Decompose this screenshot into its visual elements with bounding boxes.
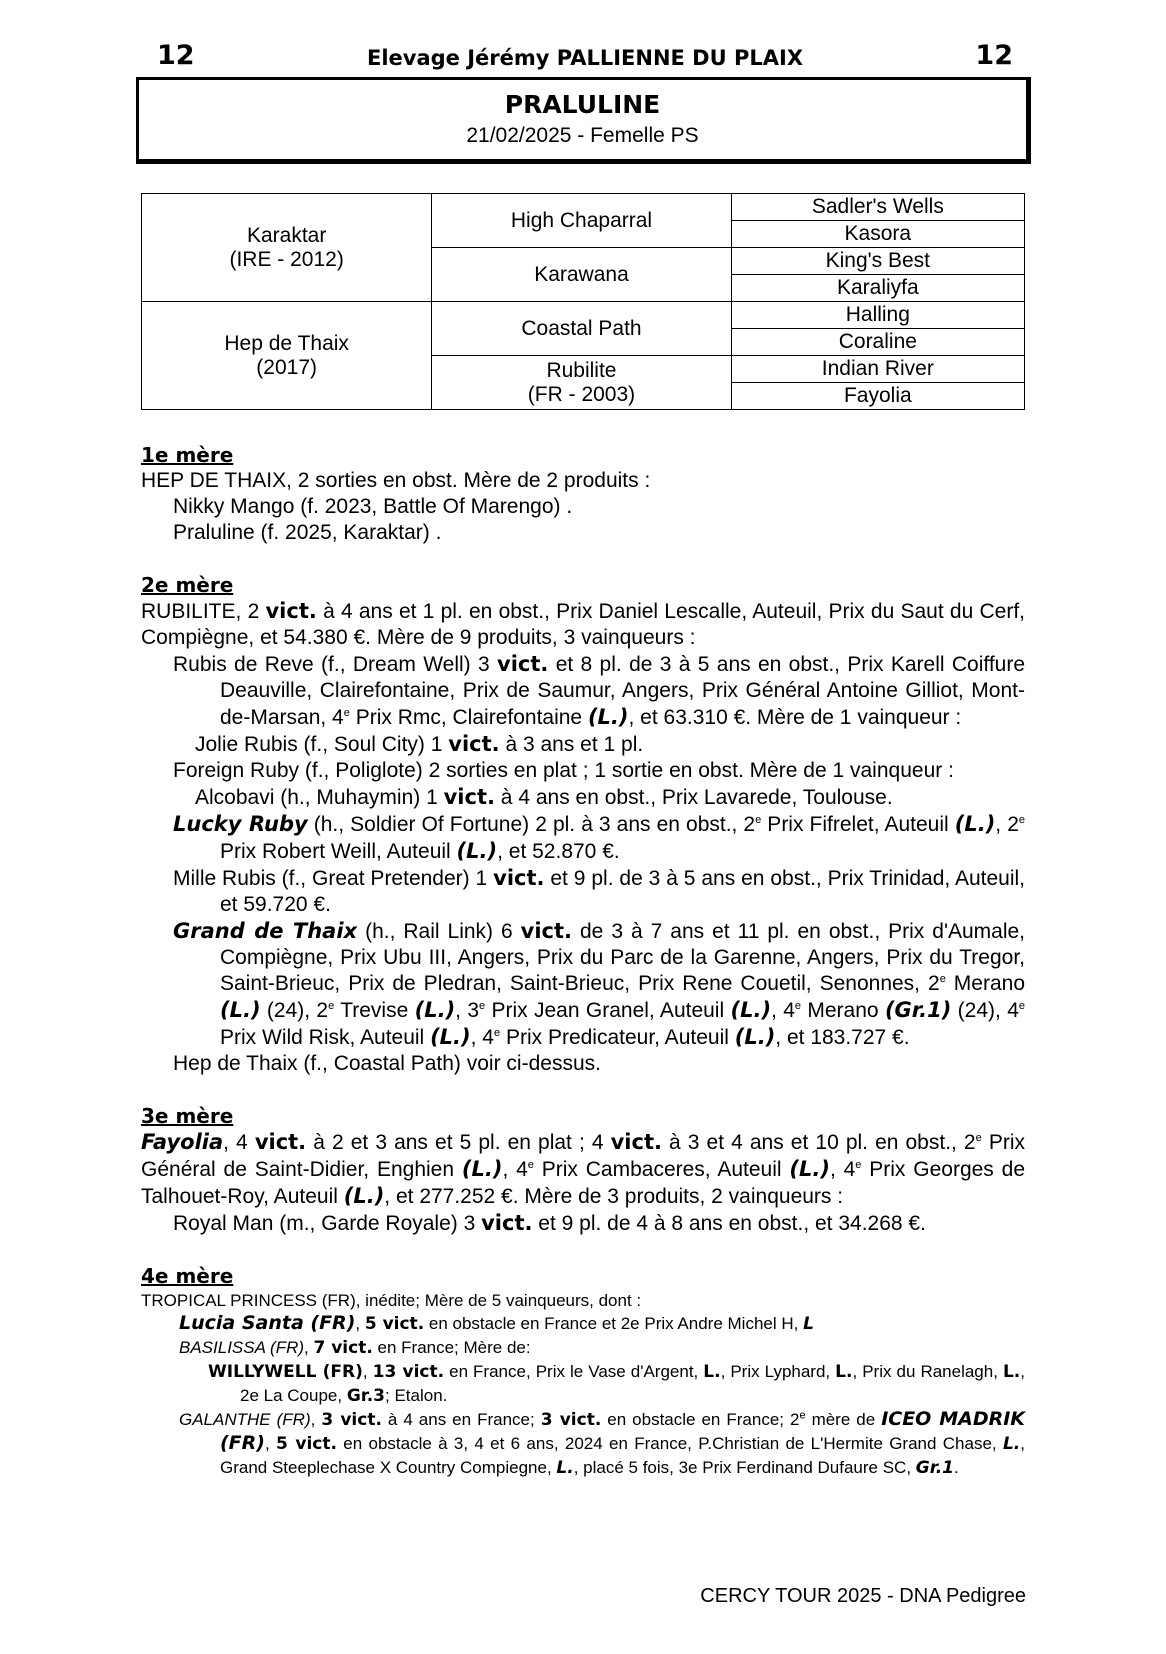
produce-line: WILLYWELL (FR), 13 vict. en France, Prix le Vase d'Argent, L., Prix Lyphard, L., Prix du Ranelagh, L., 2e La Coupe, Gr.3; Etalon. <box>208 1362 1025 1406</box>
fourth-dam-body <box>141 1289 1025 1480</box>
produce-line: GALANTHE (FR), 3 vict. à 4 ans en France; 3 vict. en obstacle en France; 2e mère de ICEO MADRIK (FR), 5 vict. en obstacle à 3, 4 et 6 ans, 2024 en France, P.Christian de L'Hermite Grand Chase, L., Grand Steeplechase X Country Compiegne, L., placé 5 fois, 3e Prix Ferdinand Dufaure SC, Gr.1. <box>179 1408 1026 1478</box>
produce-line: Alcobavi (h., Muhaymin) 1 vict. à 4 ans en obst., Prix Lavarede, Toulouse. <box>195 785 893 809</box>
section-2nd-dam <box>141 572 1025 1077</box>
sire-info: (IRE - 2012) <box>229 247 344 271</box>
pedigree-sds: King's Best <box>731 248 1024 275</box>
pedigree-dd <box>432 356 731 410</box>
produce-line: Jolie Rubis (f., Soul City) 1 vict. à 3 ans et 1 pl. <box>195 732 644 756</box>
pedigree-ddd: Fayolia <box>731 383 1024 410</box>
dd-name: Rubilite <box>546 358 617 382</box>
page-header <box>140 40 1030 74</box>
pedigree-dam <box>142 302 432 410</box>
produce-line: Nikky Mango (f. 2023, Battle Of Marengo) . <box>173 495 573 518</box>
pedigree-dsd: Coraline <box>731 329 1024 356</box>
produce-line: Praluline (f. 2025, Karaktar) . <box>173 521 442 544</box>
section-title: 1e mère <box>141 443 234 467</box>
pedigree-table <box>141 193 1025 410</box>
section-title: 3e mère <box>141 1104 234 1128</box>
produce-line: Mille Rubis (f., Great Pretender) 1 vict. et 9 pl. de 3 à 5 ans en obst., Prix Trinidad, Auteuil, et 59.720 €. <box>173 866 1026 916</box>
produce-line: Lucia Santa (FR), 5 vict. en obstacle en France et 2e Prix Andre Michel H, L <box>179 1312 814 1334</box>
section-1st-dam <box>141 442 1025 546</box>
section-3rd-dam <box>141 1103 1025 1237</box>
pedigree-ss: High Chaparral <box>432 194 731 248</box>
produce-line: Lucky Ruby (h., Soldier Of Fortune) 2 pl. à 3 ans en obst., 2e Prix Fifrelet, Auteuil (L.), 2e Prix Robert Weill, Auteuil (L.), et 52.870 €. <box>173 812 1025 863</box>
sire-name: Karaktar <box>246 223 327 247</box>
pedigree-sdd: Karaliyfa <box>731 275 1024 302</box>
family-content <box>141 442 1025 1506</box>
section-title: 2e mère <box>141 573 234 597</box>
pedigree-dds: Indian River <box>731 356 1024 383</box>
produce-line: Grand de Thaix (h., Rail Link) 6 vict. de 3 à 7 ans et 11 pl. en obst., Prix d'Aumale, Compiègne, Prix Ubu III, Angers, Prix du Parc de la Garenne, Angers, Prix du Tregor, Saint-Brieuc, Prix de Pledran, Saint-Brieuc, Prix Rene Couetil, Senonnes, 2e Merano (L.) (24), 2e Trevise (L.), 3e Prix Jean Granel, Auteuil (L.), 4e Merano (Gr.1) (24), 4e Prix Wild Risk, Auteuil (L.), 4e Prix Predicateur, Auteuil (L.), et 183.727 €. <box>173 919 1026 1049</box>
dam-summary: TROPICAL PRINCESS (FR), inédite; Mère de 5 vainqueurs, dont : <box>141 1291 642 1310</box>
produce-line: Hep de Thaix (f., Coastal Path) voir ci-dessus. <box>173 1052 601 1075</box>
dam-summary: RUBILITE, 2 vict. à 4 ans et 1 pl. en obst., Prix Daniel Lescalle, Auteuil, Prix du Saut du Cerf, Compiègne, et 54.380 €. Mère de 9 produits, 3 vainqueurs : <box>141 599 1025 649</box>
page-footer: CERCY TOUR 2025 - DNA Pedigree <box>700 1585 1026 1607</box>
produce-line: Rubis de Reve (f., Dream Well) 3 vict. et 8 pl. de 3 à 5 ans en obst., Prix Karell Coiffure Deauville, Clairefontaine, Prix de Saumur, Angers, Prix Général Antoine Gilliot, Mont-de-Marsan, 4e Prix Rmc, Clairefontaine (L.), et 63.310 €. Mère de 1 vainqueur : <box>173 652 1026 729</box>
pedigree-sss: Sadler's Wells <box>731 194 1024 221</box>
dam-info: (2017) <box>256 355 317 379</box>
pedigree-ds: Coastal Path <box>432 302 731 356</box>
dd-info: (FR - 2003) <box>527 382 636 406</box>
dam-summary: HEP DE THAIX, 2 sorties en obst. Mère de 2 produits : <box>141 469 651 492</box>
lot-number-right: 12 <box>975 40 1013 71</box>
pedigree-sire <box>142 194 432 302</box>
section-title: 4e mère <box>141 1264 234 1288</box>
dam-name: Hep de Thaix <box>224 331 349 355</box>
produce-line: Royal Man (m., Garde Royale) 3 vict. et 9 pl. de 4 à 8 ans en obst., et 34.268 €. <box>173 1211 926 1235</box>
section-4th-dam <box>141 1263 1025 1480</box>
produce-line: Foreign Ruby (f., Poliglote) 2 sorties en plat ; 1 sortie en obst. Mère de 1 vainqueur : <box>173 759 954 782</box>
dam-summary: Fayolia, 4 vict. à 2 et 3 ans et 5 pl. en plat ; 4 vict. à 3 et 4 ans et 10 pl. en obst., 2e Prix Général de Saint-Didier, Enghien (L.), 4e Prix Cambaceres, Auteuil (L.), 4e Prix Georges de Talhouet-Roy, Auteuil (L.), et 277.252 €. Mère de 3 produits, 2 vainqueurs : <box>141 1130 1026 1208</box>
lot-number-left: 12 <box>157 40 195 71</box>
horse-title-box <box>136 77 1031 164</box>
farm-name: Elevage Jérémy PALLIENNE DU PLAIX <box>366 46 804 70</box>
pedigree-sd: Karawana <box>432 248 731 302</box>
pedigree-ssd: Kasora <box>731 221 1024 248</box>
horse-details: 21/02/2025 - Femelle PS <box>466 124 699 147</box>
produce-line: BASILISSA (FR), 7 vict. en France; Mère de: <box>179 1338 531 1358</box>
horse-name: PRALULINE <box>504 90 661 119</box>
pedigree-dss: Halling <box>731 302 1024 329</box>
